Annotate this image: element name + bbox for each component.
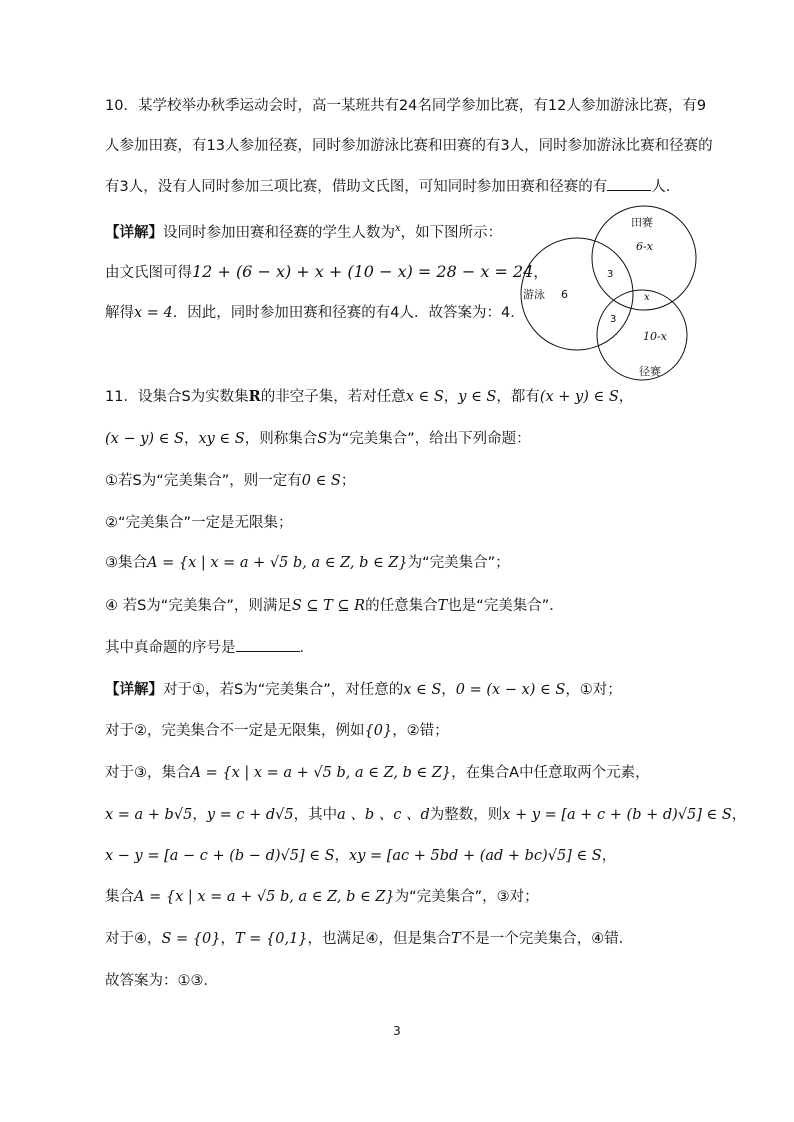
math-expr: x ∈ S: [405, 389, 444, 405]
q11-detail-1: 【详解】对于①，若S为“完美集合”，对任意的x ∈ S，0 = (x − x) ∈ S，①对；: [105, 682, 622, 698]
detail-text: 对于④，: [105, 931, 162, 947]
track-value: 10-x: [643, 330, 667, 343]
q11-detail-7: 对于④，S = {0}，T = {0,1}，也满足④，但是集合T不是一个完美集合，④错．: [105, 931, 634, 947]
math-expr: 0 = (x − x) ∈ S: [455, 682, 566, 698]
overlap-center-value: x: [644, 292, 650, 303]
set-definition: A = {x | x = a + √5 b, a ∈ Z, b ∈ Z}: [134, 889, 395, 905]
detail-text: 设同时参加田赛和径赛的学生人数为: [163, 224, 395, 241]
detail-text: 集合: [105, 889, 134, 905]
field-label: 田赛: [631, 216, 653, 229]
math-expr: x ∈ S: [403, 682, 442, 698]
math-expr: S = {0}: [161, 931, 221, 947]
math-expr: S: [317, 431, 328, 447]
answer-blank: [236, 637, 300, 652]
prop-text: ①若S为“完美集合”，则一定有: [105, 473, 302, 489]
set-definition: A = {x | x = a + √5 b, a ∈ Z, b ∈ Z}: [147, 555, 408, 571]
detail-text: ，也满足④，但是集合: [307, 931, 452, 947]
detail-text: 对于②，完美集合不一定是无限集，例如: [105, 723, 365, 739]
q11-proposition-2: ②“完美集合”一定是无限集；: [105, 515, 293, 531]
math-expr: y ∈ S: [458, 389, 497, 405]
q11-line-2: (x − y) ∈ S，xy ∈ S，则称集合S为“完美集合”，给出下列命题：: [105, 431, 531, 447]
q11-text: 为“完美集合”，给出下列命题：: [327, 431, 531, 447]
math-expr: {0}: [364, 723, 393, 739]
prop-text: 为“完美集合”；: [407, 555, 510, 571]
prop-text: ；: [340, 473, 356, 489]
math-expr: (x + y) ∈ S: [539, 389, 619, 405]
overlap-top-value: 3: [607, 269, 614, 280]
detail-text: ，其中: [293, 807, 338, 823]
prop-text: ④ 若S为“完美集合”，则满足: [105, 598, 292, 614]
answer-blank: [607, 176, 651, 191]
swimming-label: 游泳: [523, 288, 545, 301]
q11-detail-4: x = a + b√5，y = c + d√5，其中a 、b 、c 、d为整数，则x + y = [a + c + (b + d)√5] ∈ S，: [105, 807, 747, 823]
detail-tag: 【详解】: [105, 682, 163, 698]
detail-text: 对于①，若S为“完美集合”，对任意的: [163, 682, 404, 698]
real-set-symbol: R: [248, 388, 261, 405]
detail-text-end: ，如下图所示：: [400, 224, 503, 241]
venn-equation: 12 + (6 − x) + x + (10 − x) = 28 − x = 24: [192, 262, 534, 281]
q11-text: ，则称集合: [244, 431, 318, 447]
q11-text: 11．设集合S为实数集: [105, 389, 249, 405]
math-expr: x = a + b√5: [105, 807, 193, 823]
ask-text: ．: [299, 640, 314, 656]
overlap-bottom-value: 3: [610, 314, 617, 325]
q11-proposition-3: [105, 553, 510, 573]
q11-answer: 故答案为：①③．: [105, 973, 218, 989]
math-expr: S ⊆ T ⊆ R: [291, 598, 366, 614]
detail-tag: 【详解】: [105, 224, 163, 241]
field-value: 6-x: [636, 240, 653, 253]
q11-text: 的非空子集，若对任意: [260, 389, 406, 405]
prop-text: 也是“完美集合”．: [447, 598, 564, 614]
detail-text: 解得: [105, 305, 134, 321]
set-definition: A = {x | x = a + √5 b, a ∈ Z, b ∈ Z}: [190, 765, 452, 781]
detail-text: 为“完美集合”，③对；: [394, 889, 539, 905]
q10-line-2: 人参加田赛，有13人参加径赛，同时参加游泳比赛和田赛的有3人，同时参加游泳比赛和径赛的: [105, 138, 713, 154]
q10-line-3-end: 人．: [651, 179, 681, 195]
math-expr: 0 ∈ S: [301, 473, 341, 489]
prop-text: ③集合: [105, 555, 147, 571]
ask-text: 其中真命题的序号是: [105, 640, 236, 656]
math-expr: xy ∈ S: [198, 431, 245, 447]
swimming-value: 6: [561, 288, 568, 301]
detail-text: 为整数，则: [429, 807, 503, 823]
track-label: 径赛: [639, 365, 661, 378]
detail-text-end: ．因此，同时参加田赛和径赛的有4人．故答案为：4．: [172, 305, 525, 321]
page-number: 3: [393, 1024, 401, 1038]
math-expr: y = c + d√5: [206, 807, 294, 823]
detail-text: 由文氏图可得: [105, 265, 192, 281]
venn-diagram: [514, 200, 704, 382]
q11-detail-3: [105, 763, 650, 783]
q11-detail-5: x − y = [a − c + (b − d)√5] ∈ S，xy = [ac + 5bd + (ad + bc)√5] ∈ S，: [105, 848, 617, 864]
math-expr: T: [451, 931, 461, 947]
math-expr: T = {0,1}: [234, 931, 308, 947]
q11-detail-2: [105, 721, 449, 741]
q10-detail-1: [105, 219, 502, 243]
detail-text: 不是一个完美集合，④错．: [460, 931, 634, 947]
q10-detail-3: [105, 303, 525, 323]
detail-text: ，在集合A中任意取两个元素，: [451, 765, 650, 781]
q11-text: ，都有: [496, 389, 540, 405]
prop-text: 的任意集合: [365, 598, 438, 614]
q10-line-3-text: 有3人，没有人同时参加三项比赛，借助文氏图，可知同时参加田赛和径赛的有: [105, 179, 608, 195]
detail-text: ，②错；: [392, 723, 449, 739]
q10-detail-2: [105, 262, 548, 283]
math-expr: xy = [ac + 5bd + (ad + bc)√5] ∈ S: [349, 848, 602, 864]
math-expr: x + y = [a + c + (b + d)√5] ∈ S: [502, 807, 732, 823]
math-expr: x − y = [a − c + (b − d)√5] ∈ S: [105, 848, 335, 864]
detail-text-end: ，: [533, 265, 548, 281]
detail-text: ，①对；: [565, 682, 622, 698]
q11-detail-6: [105, 887, 539, 907]
q10-line-3: [105, 176, 680, 197]
q10-line-1: 10．某学校举办秋季运动会时，高一某班共有24名同学参加比赛，有12人参加游泳比赛，有9: [105, 98, 707, 114]
q11-ask: [105, 637, 314, 658]
variables: a 、b 、c 、d: [337, 807, 430, 823]
variable-x: x: [395, 223, 401, 234]
q11-proposition-4: [105, 596, 564, 616]
q11-proposition-1: [105, 471, 355, 491]
detail-text: 对于③，集合: [105, 765, 191, 781]
q11-line-1: 11．设集合S为实数集R的非空子集，若对任意x ∈ S，y ∈ S，都有(x + y) ∈ S，: [105, 388, 634, 405]
solution-equation: x = 4: [134, 305, 173, 321]
math-expr: T: [437, 598, 448, 614]
math-expr: (x − y) ∈ S: [105, 431, 184, 447]
